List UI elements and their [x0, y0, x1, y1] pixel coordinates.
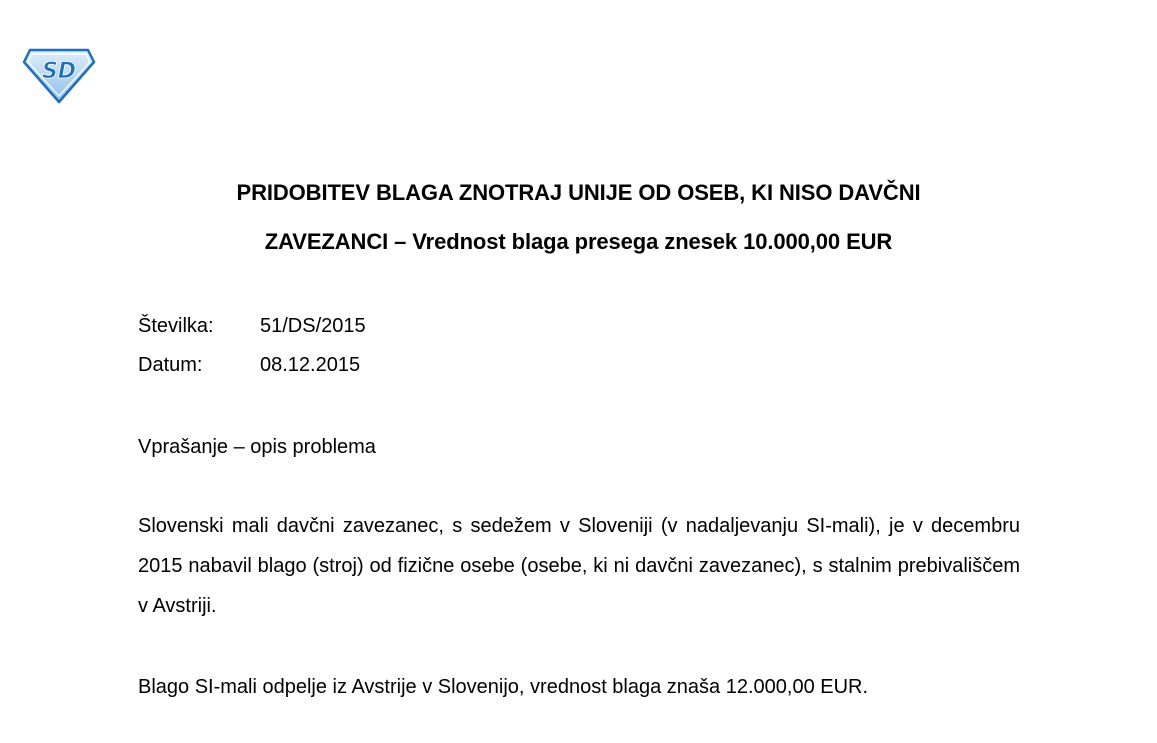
document-title-line-1: PRIDOBITEV BLAGA ZNOTRAJ UNIJE OD OSEB, KI NISO DAVČNI — [236, 180, 921, 205]
paragraph-1: Slovenski mali davčni zavezanec, s sedežem v Sloveniji (v nadaljevanju SI-mali), je v decembru 2015 nabavil blago (stroj) od fizične osebe (osebe, ki ni davčni zavezanec), s stalnim prebivališčem v Avstriji. — [138, 515, 1020, 617]
section-heading: Vprašanje – opis problema — [138, 436, 376, 458]
date-label: Datum: — [138, 354, 203, 376]
document-title-line-2: ZAVEZANCI – Vrednost blaga presega znesek 10.000,00 EUR — [264, 229, 893, 254]
date-value: 08.12.2015 — [260, 354, 361, 376]
number-label: Številka: — [138, 315, 214, 337]
paragraph-2: Blago SI-mali odpelje iz Avstrije v Slovenijo, vrednost blaga znaša 12.000,00 EUR. — [138, 676, 869, 698]
logo-text: SD — [41, 59, 77, 84]
sd-shield-logo-icon — [22, 48, 96, 104]
number-value: 51/DS/2015 — [260, 315, 366, 337]
